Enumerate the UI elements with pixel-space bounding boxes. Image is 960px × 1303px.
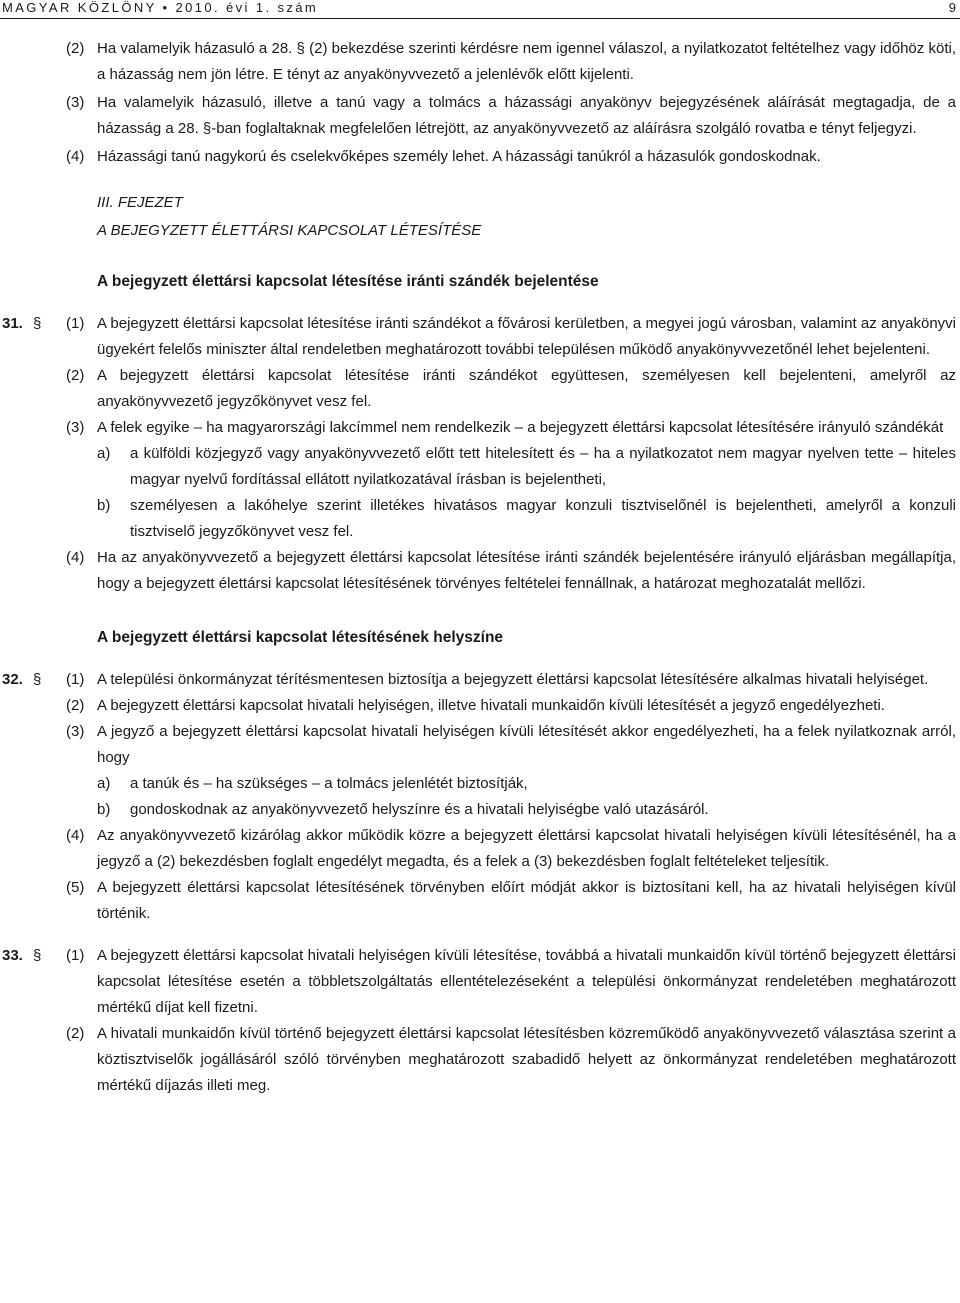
paragraph-number: (2) [66, 367, 85, 384]
section-number: 31. [2, 315, 23, 332]
paragraph [0, 719, 960, 771]
paragraph-number: (2) [66, 697, 85, 714]
paragraph-text: Ha az anyakönyvvezető a bejegyzett élettársi kapcsolat létesítése iránti szándék bejelentésére irányuló eljárásban megállapítja, hogy a bejegyzett élettársi kapcsolat létesítésének törvényes feltételei fennállnak, a határozat meghozatalát mellőzi. [97, 549, 956, 592]
list-text: személyesen a lakóhelye szerint illetékes hivatásos magyar konzuli tisztviselőnél is bejelentheti, amelyről a konzuli tisztviselő jegyzőkönyvet vesz fel. [130, 497, 956, 540]
paragraph-number: (4) [66, 827, 85, 844]
paragraph-number: (5) [66, 879, 85, 896]
paragraph [0, 90, 960, 142]
journal-title: MAGYAR KÖZLÖNY • 2010. évi 1. szám [2, 0, 319, 15]
paragraph [0, 875, 960, 927]
list-text: a külföldi közjegyző vagy anyakönyvvezető előtt tett hitelesített és – ha a nyilatkozatot nem magyar nyelven tette – hiteles magyar nyelvű fordítással ellátott nyilatkozatával írásban is bejelentheti, [130, 445, 956, 488]
list-item [0, 493, 960, 545]
paragraph [0, 144, 960, 170]
paragraph-number: (1) [66, 947, 85, 964]
paragraph-number: (2) [66, 1025, 85, 1042]
paragraph [0, 363, 960, 415]
section-subtitle: A bejegyzett élettársi kapcsolat létesítésének helyszíne [97, 629, 504, 646]
list-letter: b) [97, 497, 111, 514]
section-symbol: § [33, 947, 42, 964]
paragraph-number: (1) [66, 671, 85, 688]
paragraph [0, 693, 960, 719]
section-symbol: § [33, 315, 42, 332]
section-32-paragraph [0, 667, 960, 693]
paragraph-number: (3) [66, 419, 85, 436]
section-symbol: § [33, 671, 42, 688]
list-letter: b) [97, 801, 111, 818]
paragraph-number: (1) [66, 315, 85, 332]
paragraph [0, 545, 960, 597]
page-header [0, 0, 960, 18]
paragraph-number: (3) [66, 723, 85, 740]
paragraph-text: Ha valamelyik házasuló a 28. § (2) bekezdése szerinti kérdésre nem igennel válaszol, a nyilatkozatot feltételhez vagy időhöz köti, a házasság nem jön létre. E tényt az anyakönyvvezető a jelenlévők előtt kijelenti. [97, 40, 956, 83]
list-letter: a) [97, 775, 111, 792]
paragraph-text: A bejegyzett élettársi kapcsolat hivatali helyiségen kívüli létesítése, továbbá a hivatali munkaidőn kívül történő bejegyzett élettársi kapcsolat létesítése esetén a többletszolgáltatás ellentételezéseként a települési önkormányzat rendeletében meghatározott mértékű díjat kell fizetni. [97, 947, 956, 1016]
paragraph-number: (3) [66, 94, 85, 111]
paragraph-text: A bejegyzett élettársi kapcsolat létesítésének törvényben előírt módját akkor is biztosítani kell, ha az hivatali helyiségen kívül történik. [97, 879, 956, 922]
paragraph-text: A jegyző a bejegyzett élettársi kapcsolat hivatali helyiségen kívüli létesítését akkor engedélyezheti, ha a felek nyilatkoznak arról, hogy [97, 723, 956, 766]
paragraph-text: A felek egyike – ha magyarországi lakcímmel nem rendelkezik – a bejegyzett élettársi kapcsolat létesítésére irányuló szándékát [97, 419, 944, 436]
list-text: gondoskodnak az anyakönyvvezető helyszínre és a hivatali helyiségbe való utazásáról. [130, 801, 709, 818]
chapter-number: III. FEJEZET [97, 194, 183, 211]
paragraph-text: A bejegyzett élettársi kapcsolat létesítése iránti szándékot együttesen, személyesen kell bejelenteni, amelyről az anyakönyvvezető jegyzőkönyvet vesz fel. [97, 367, 956, 410]
paragraph [0, 415, 960, 441]
paragraph-text: A bejegyzett élettársi kapcsolat hivatali helyiségen, illetve hivatali munkaidőn kívüli létesítését a jegyző engedélyezheti. [97, 697, 885, 714]
list-letter: a) [97, 445, 111, 462]
paragraph-text: Házassági tanú nagykorú és cselekvőképes személy lehet. A házassági tanúkról a házasulók gondoskodnak. [97, 148, 821, 165]
paragraph [0, 1021, 960, 1099]
list-item [0, 797, 960, 823]
section-33-paragraph [0, 943, 960, 1021]
section-number: 32. [2, 671, 23, 688]
section-subtitle: A bejegyzett élettársi kapcsolat létesítése iránti szándék bejelentése [97, 273, 599, 290]
paragraph [0, 36, 960, 88]
paragraph-text: Ha valamelyik házasuló, illetve a tanú vagy a tolmács a házassági anyakönyv bejegyzésének aláírását megtagadja, de a házasság a 28. §-ban foglaltaknak megfelelően létrejött, az anyakönyvvezető az aláírásra szolgáló rovatba e tényt feljegyzi. [97, 94, 956, 137]
paragraph-text: A települési önkormányzat térítésmentesen biztosítja a bejegyzett élettársi kapcsolat létesítésére alkalmas hivatali helyiséget. [97, 671, 929, 688]
document-body [0, 36, 960, 1099]
section-31-paragraph [0, 311, 960, 363]
page-number: 9 [948, 0, 956, 15]
paragraph [0, 823, 960, 875]
list-item [0, 771, 960, 797]
paragraph-number: (2) [66, 40, 85, 57]
header-rule [0, 18, 960, 19]
paragraph-text: A hivatali munkaidőn kívül történő bejegyzett élettársi kapcsolat létesítésben közreműködő anyakönyvvezető választása szerint a köztisztviselők jogállásáról szóló törvényben meghatározott szabadidő helyett az önkormányzat rendeletében meghatározott mértékű díjazás illeti meg. [97, 1025, 956, 1094]
paragraph-number: (4) [66, 148, 85, 165]
list-text: a tanúk és – ha szükséges – a tolmács jelenlétét biztosítják, [130, 775, 528, 792]
list-item [0, 441, 960, 493]
section-number: 33. [2, 947, 23, 964]
paragraph-text: A bejegyzett élettársi kapcsolat létesítése iránti szándékot a fővárosi kerületben, a megyei jogú városban, valamint az anyakönyvi ügyekért felelős miniszter által rendeletben meghatározott további településen működő anyakönyvvezetőnél lehet bejelenteni. [97, 315, 956, 358]
chapter-title: A BEJEGYZETT ÉLETTÁRSI KAPCSOLAT LÉTESÍTÉSE [97, 222, 482, 239]
paragraph-number: (4) [66, 549, 85, 566]
paragraph-text: Az anyakönyvvezető kizárólag akkor működik közre a bejegyzett élettársi kapcsolat hivatali helyiségen kívüli létesítésénél, ha a jegyző a (2) bekezdésben foglalt engedélyt megadta, és a felek a (3) bekezdésben foglalt feltételeket teljesítik. [97, 827, 956, 870]
